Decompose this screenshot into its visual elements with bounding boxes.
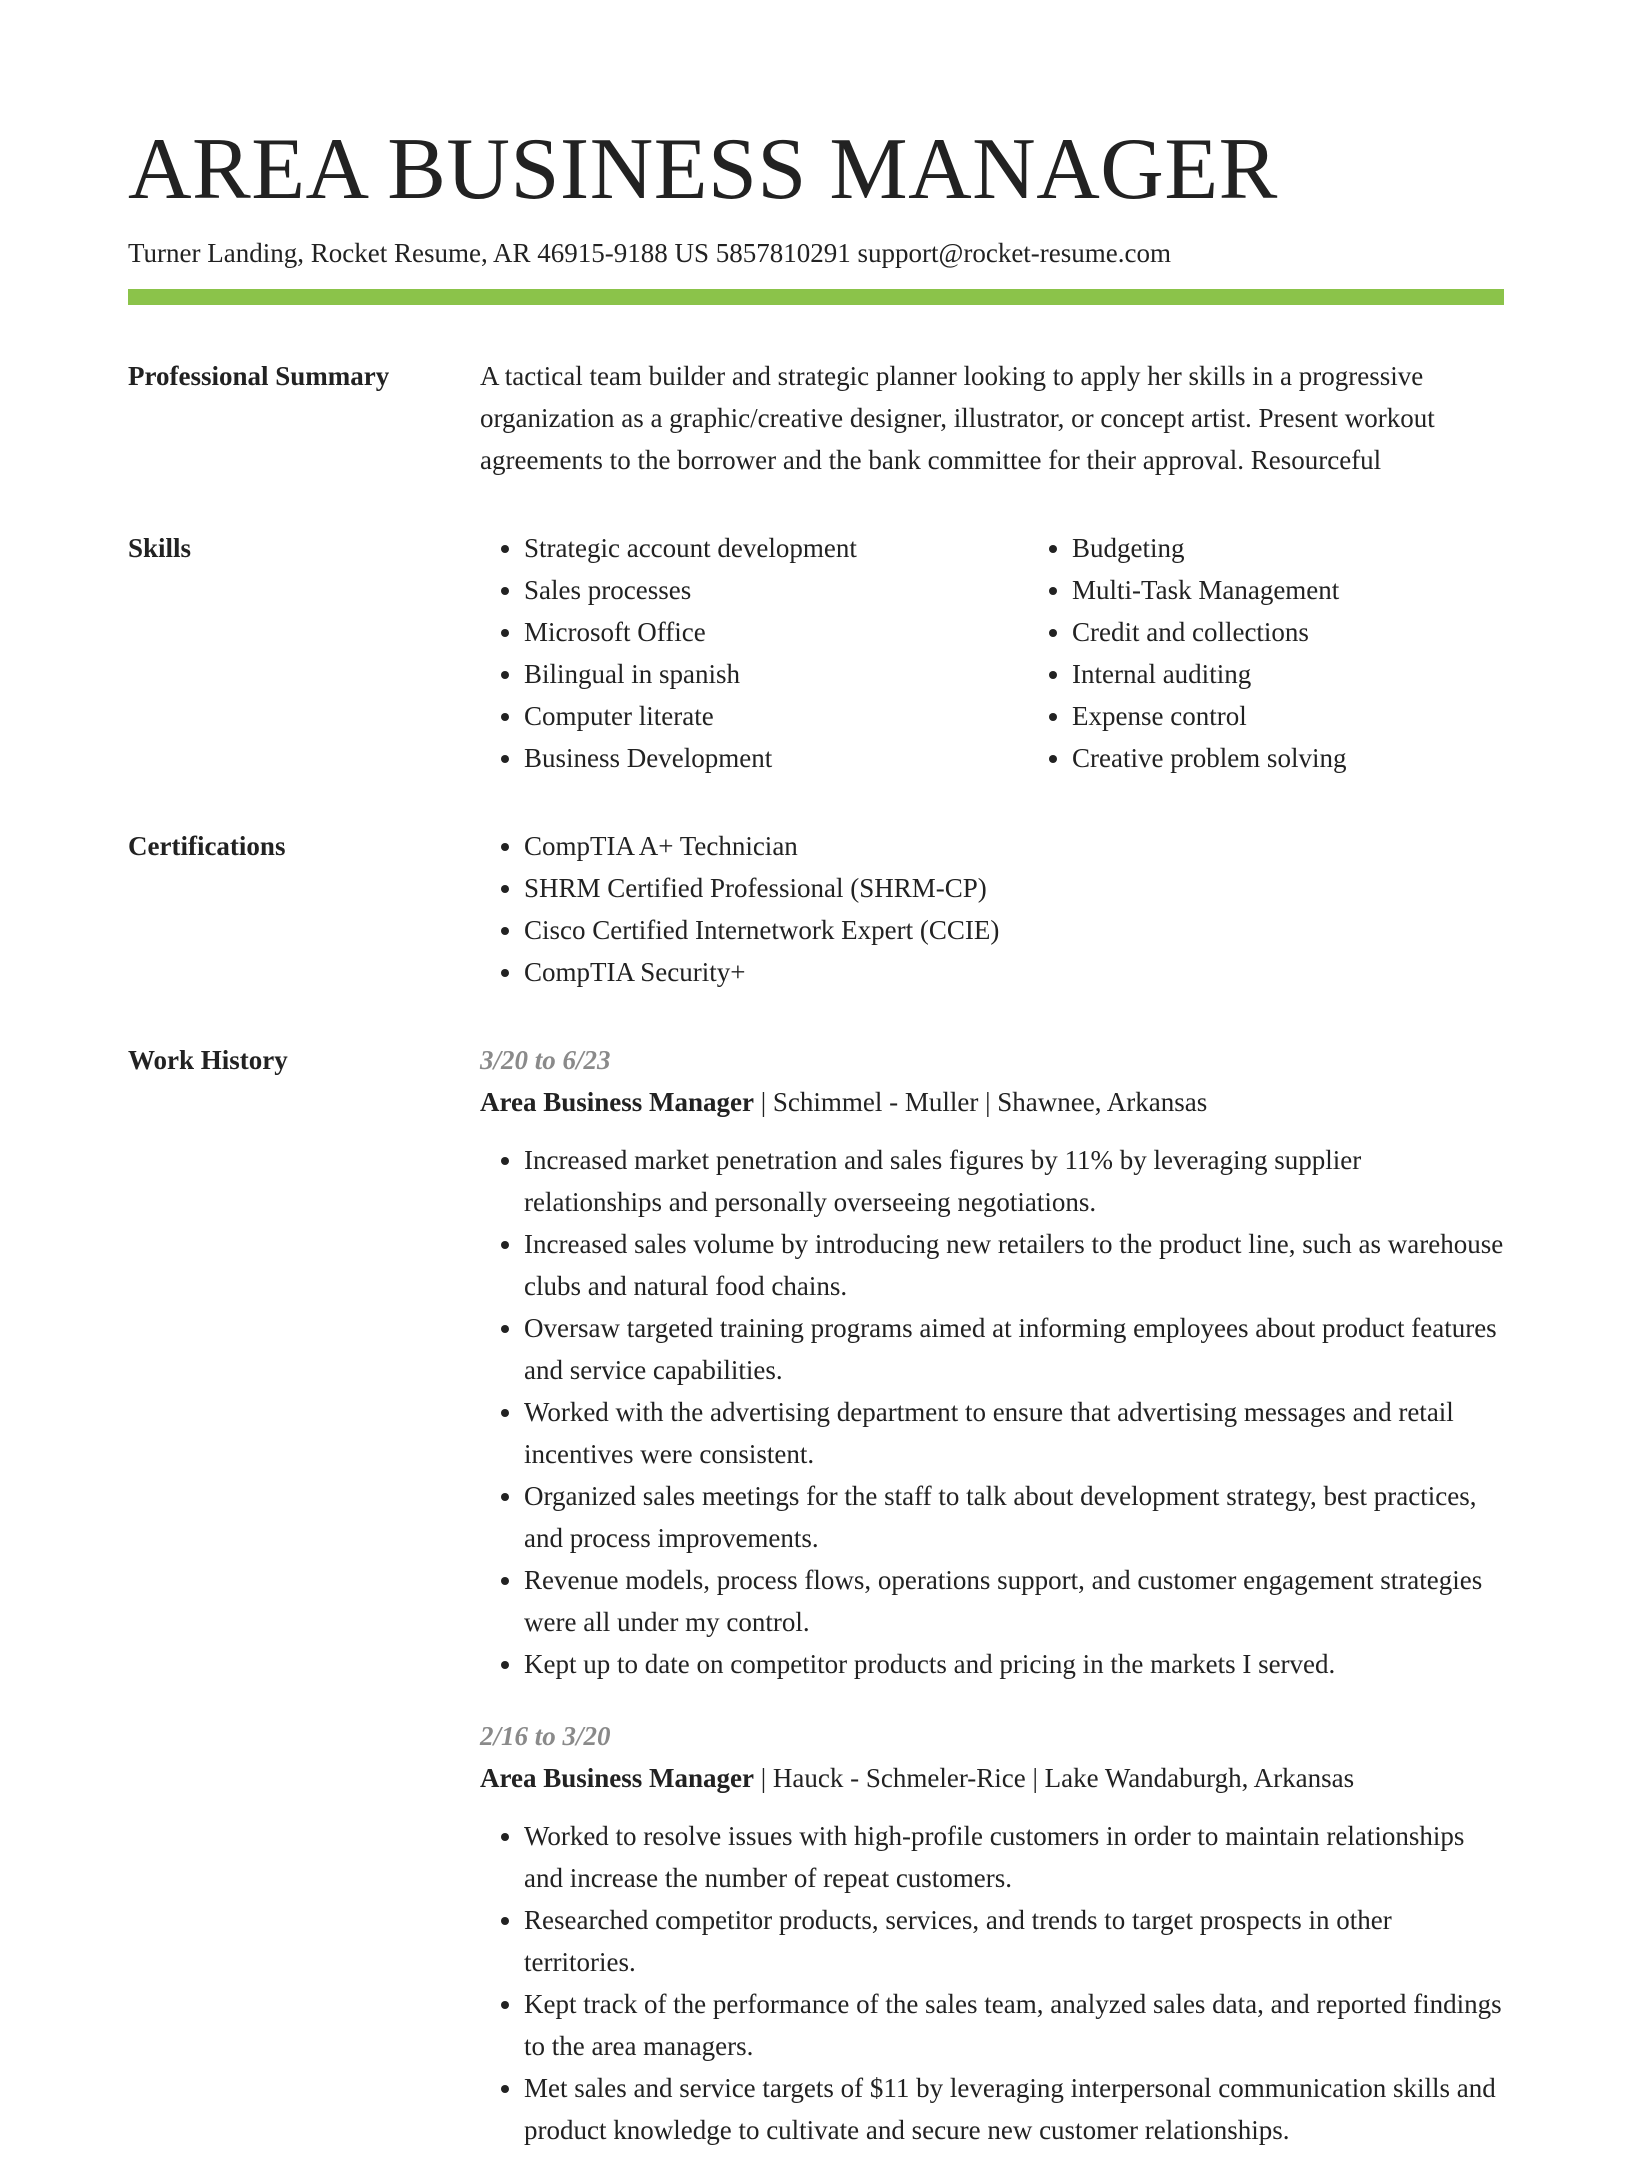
job-title: Area Business Manager — [480, 1763, 754, 1793]
section-label-summary: Professional Summary — [128, 361, 390, 391]
skill-item: • Strategic account development — [524, 527, 1028, 569]
skill-item: • Sales processes — [524, 569, 1028, 611]
job-dates: 3/20 to 6/23 — [480, 1045, 611, 1075]
certification-item: • CompTIA A+ Technician — [524, 825, 1504, 867]
certification-item: • SHRM Certified Professional (SHRM-CP) — [524, 867, 1504, 909]
skills-list-right — [1028, 527, 1504, 779]
job-bullet: • Kept up to date on competitor products and pricing in the markets I served. — [524, 1643, 1504, 1685]
job-bullets — [480, 1139, 1504, 1685]
section-label-work-history: Work History — [128, 1045, 288, 1075]
skills-section — [128, 527, 1504, 779]
section-label-certifications: Certifications — [128, 831, 286, 861]
certification-item: • Cisco Certified Internetwork Expert (CCIE) — [524, 909, 1504, 951]
job-bullet: • Organized sales meetings for the staff to talk about development strategy, best practices, and process improvements. — [524, 1475, 1504, 1559]
job-bullet: • Met sales and service targets of $11 by leveraging interpersonal communication skills and product knowledge to cultivate and secure new customer relationships. — [524, 2067, 1504, 2151]
skill-item: • Multi-Task Management — [1072, 569, 1504, 611]
job-details: | Schimmel - Muller | Shawnee, Arkansas — [754, 1087, 1208, 1117]
summary-text: A tactical team builder and strategic planner looking to apply her skills in a progressive organization as a graphic/creative designer, illustrator, or concept artist. Present workout agreements to the borrower and the bank committee for their approval. Resourceful — [480, 361, 1435, 475]
skill-item: • Business Development — [524, 737, 1028, 779]
job-heading — [480, 1081, 1504, 1123]
resume-name: AREA BUSINESS MANAGER — [128, 121, 1278, 218]
job-title: Area Business Manager — [480, 1087, 754, 1117]
skill-item: • Expense control — [1072, 695, 1504, 737]
skill-item: • Microsoft Office — [524, 611, 1028, 653]
job-bullet: • Oversaw targeted training programs aimed at informing employees about product features and service capabilities. — [524, 1307, 1504, 1391]
job-heading — [480, 1757, 1504, 1799]
job-details: | Hauck - Schmeler-Rice | Lake Wandaburgh, Arkansas — [754, 1763, 1355, 1793]
job-bullet: • Kept track of the performance of the sales team, analyzed sales data, and reported findings to the area managers. — [524, 1983, 1504, 2067]
certification-item: • CompTIA Security+ — [524, 951, 1504, 993]
job-bullet: • Increased market penetration and sales figures by 11% by leveraging supplier relationships and personally overseeing negotiations. — [524, 1139, 1504, 1223]
job-dates: 2/16 to 3/20 — [480, 1721, 611, 1751]
summary-section — [128, 355, 1504, 481]
skill-item: • Creative problem solving — [1072, 737, 1504, 779]
contact-address: Turner Landing, Rocket Resume, AR 46915-9188 US — [128, 238, 709, 268]
accent-divider — [128, 289, 1504, 305]
skill-item: • Internal auditing — [1072, 653, 1504, 695]
job-bullet: • Worked with the advertising department to ensure that advertising messages and retail incentives were consistent. — [524, 1391, 1504, 1475]
skill-item: • Budgeting — [1072, 527, 1504, 569]
certifications-list — [480, 825, 1504, 993]
skill-item: • Bilingual in spanish — [524, 653, 1028, 695]
contact-line — [128, 236, 1504, 270]
skill-item: • Computer literate — [524, 695, 1028, 737]
job-bullets — [480, 1815, 1504, 2151]
job-entry — [480, 1039, 1504, 1685]
contact-phone: 5857810291 — [715, 238, 851, 268]
contact-email: support@rocket-resume.com — [857, 238, 1172, 268]
job-bullet: • Increased sales volume by introducing new retailers to the product line, such as warehouse clubs and natural food chains. — [524, 1223, 1504, 1307]
skill-item: • Credit and collections — [1072, 611, 1504, 653]
work-history-section — [128, 1039, 1504, 2181]
section-label-skills: Skills — [128, 533, 192, 563]
skills-list-left — [480, 527, 1028, 779]
job-bullet: • Worked to resolve issues with high-profile customers in order to maintain relationships and increase the number of repeat customers. — [524, 1815, 1504, 1899]
job-bullet: • Revenue models, process flows, operations support, and customer engagement strategies were all under my control. — [524, 1559, 1504, 1643]
resume-page — [128, 118, 1504, 2181]
certifications-section — [128, 825, 1504, 993]
job-entry — [480, 1715, 1504, 2151]
job-bullet: • Researched competitor products, services, and trends to target prospects in other territories. — [524, 1899, 1504, 1983]
